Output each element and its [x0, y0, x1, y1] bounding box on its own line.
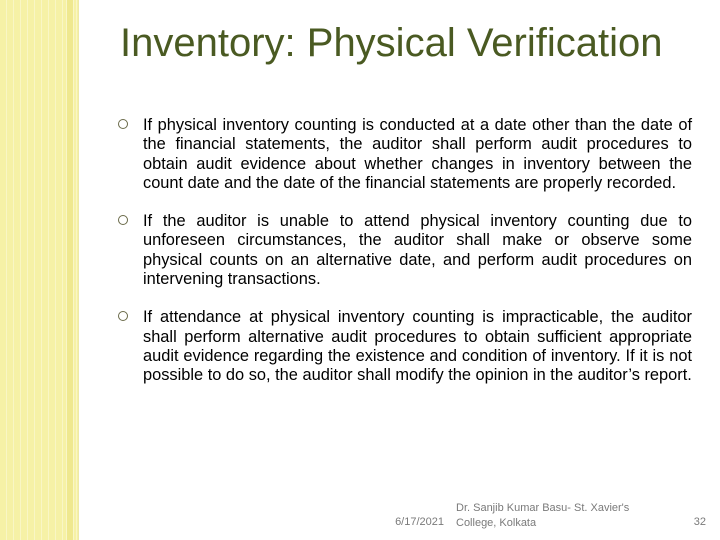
bullet-text: If the auditor is unable to attend physical inventory counting due to unforeseen circumstances, the auditor shall make or observe some physical counts on an alternative date, and perform audit procedures on intervening transactions.: [143, 212, 692, 289]
bullet-list: [118, 116, 692, 405]
decorative-sidebar-stripe: [66, 0, 74, 540]
circle-bullet-icon: [118, 311, 128, 321]
footer-date: 6/17/2021: [395, 516, 444, 528]
bullet-text: If attendance at physical inventory counting is impracticable, the auditor shall perform alternative audit procedures to obtain sufficient appropriate audit evidence regarding the existence and condition of inventory. If it is not possible to do so, the auditor shall modify the opinion in the auditor’s report.: [143, 308, 692, 385]
list-item: [118, 308, 692, 385]
bullet-text: If physical inventory counting is conducted at a date other than the date of the financial statements, the auditor shall perform audit procedures to obtain audit evidence about whether changes in inventory between the count date and the date of the financial statements are properly recorded.: [143, 116, 692, 192]
footer-author: Dr. Sanjib Kumar Basu- St. Xavier's College, Kolkata: [456, 502, 630, 529]
slide-title: Inventory: Physical Verification: [120, 21, 663, 65]
circle-bullet-icon: [118, 119, 128, 129]
list-item: [118, 116, 692, 193]
page-number: 32: [693, 516, 706, 528]
sidebar-divider: [78, 0, 79, 540]
list-item: [118, 212, 692, 289]
circle-bullet-icon: [118, 215, 128, 225]
